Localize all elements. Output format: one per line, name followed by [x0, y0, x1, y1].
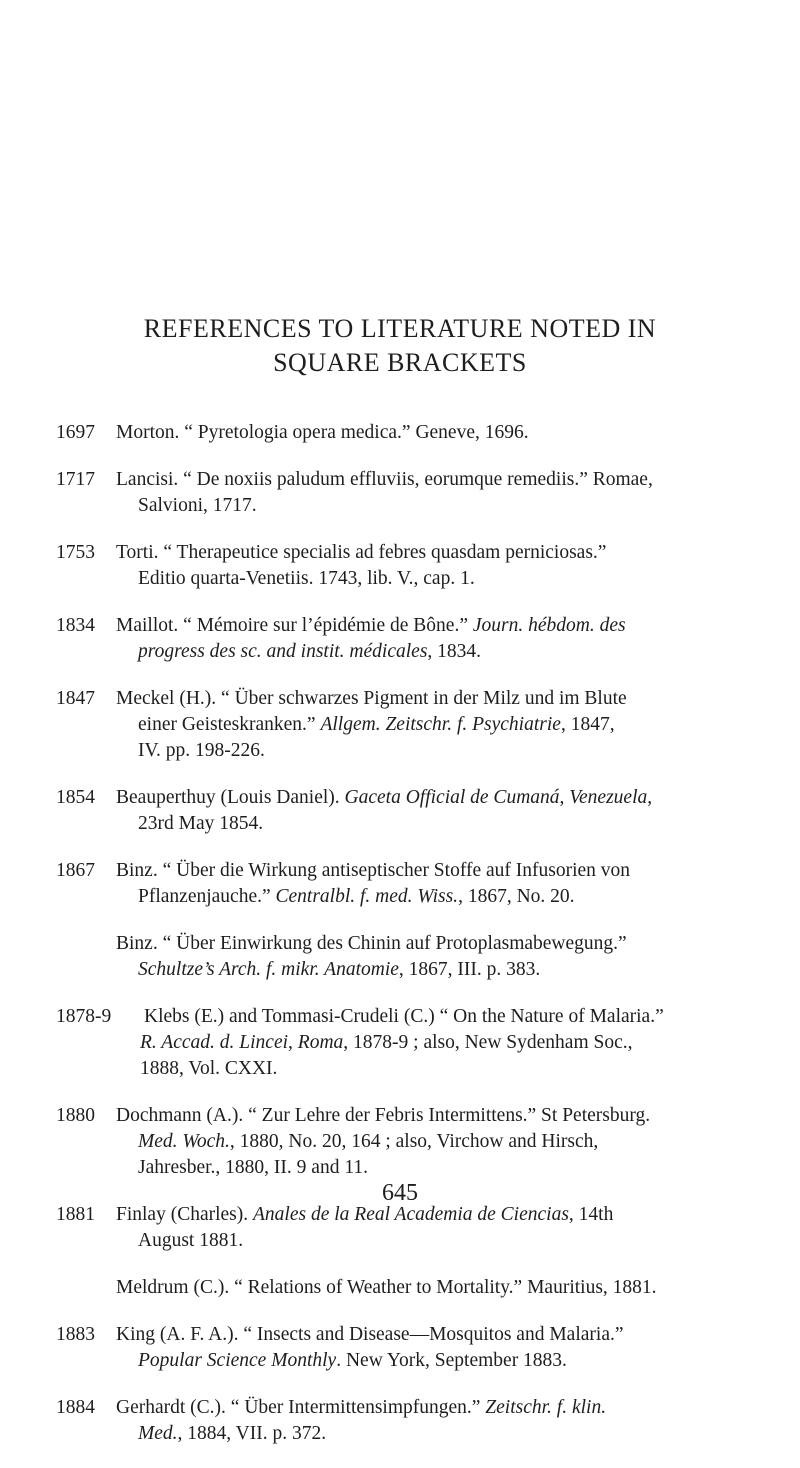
reference-segment: , — [288, 1032, 298, 1053]
reference-segment: Torti. “ Therapeutice specialis ad febres quasdam perniciosas.” — [116, 542, 607, 563]
reference-segment: Gerhardt (C.). “ Über Intermittensimpfungen.” — [116, 1397, 486, 1418]
reference-line — [116, 738, 756, 764]
reference-segment: . New York, September 1883. — [336, 1350, 567, 1371]
reference-line — [116, 785, 756, 811]
reference-line — [116, 1103, 756, 1129]
reference-line — [116, 566, 756, 592]
italic-citation: Centralbl. f. med. Wiss. — [275, 886, 459, 907]
page-title — [60, 312, 740, 380]
reference-year: 1883 — [56, 1324, 95, 1345]
italic-citation: Journ. hébdom. des — [472, 615, 626, 636]
reference-text — [116, 785, 756, 837]
reference-entry — [56, 420, 756, 446]
reference-line — [116, 1421, 756, 1447]
reference-line — [116, 613, 756, 639]
reference-year: 1881 — [56, 1204, 95, 1225]
reference-segment: , 1884, VII. p. 372. — [177, 1423, 327, 1444]
reference-segment: Editio quarta-Venetiis. 1743, lib. V., cap. 1. — [138, 568, 475, 589]
reference-text — [116, 1103, 756, 1181]
italic-citation: Zeitschr. f. klin. — [485, 1397, 607, 1418]
reference-line — [116, 884, 756, 910]
page-number: 645 — [382, 1180, 418, 1206]
title-line-2: SQUARE BRACKETS — [273, 348, 527, 377]
reference-segment: , 1867, No. 20. — [458, 886, 575, 907]
reference-line — [116, 467, 756, 493]
reference-entry — [56, 1004, 756, 1082]
reference-segment: Meldrum (C.). “ Relations of Weather to Mortality.” Mauritius, 1881. — [116, 1277, 657, 1298]
italic-citation: R. Accad. d. Lincei — [140, 1032, 289, 1053]
italic-citation: Schultze’s Arch. f. mikr. Anatomie — [138, 959, 399, 980]
italic-citation: progress des sc. and instit. médicales — [138, 641, 428, 662]
reference-segment: einer Geisteskranken.” — [138, 714, 321, 735]
reference-segment: Jahresber., 1880, II. 9 and 11. — [138, 1157, 368, 1178]
reference-text — [116, 540, 756, 592]
reference-entry — [56, 1395, 756, 1447]
reference-line — [116, 1348, 756, 1374]
reference-line — [116, 686, 756, 712]
reference-year: 1717 — [56, 469, 95, 490]
reference-segment: Morton. “ Pyretologia opera medica.” Geneve, 1696. — [116, 422, 529, 443]
reference-line — [116, 1228, 756, 1254]
reference-line — [116, 540, 756, 566]
reference-text — [116, 613, 756, 665]
reference-segment: Klebs (E.) and Tommasi-Crudeli (C.) “ On the Nature of Malaria.” — [144, 1006, 664, 1027]
reference-text — [116, 1395, 756, 1447]
reference-line — [116, 957, 756, 983]
reference-segment: Lancisi. “ De noxiis paludum effluviis, eorumque remediis.” Romae, — [116, 469, 653, 490]
reference-entry — [56, 467, 756, 519]
reference-segment: King (A. F. A.). “ Insects and Disease—Mosquitos and Malaria.” — [116, 1324, 624, 1345]
reference-segment: 1888, Vol. CXXI. — [140, 1058, 278, 1079]
reference-segment: Beauperthuy (Louis Daniel). — [116, 787, 345, 808]
reference-segment: Dochmann (A.). “ Zur Lehre der Febris Intermittens.” St Petersburg. — [116, 1105, 651, 1126]
reference-text — [116, 420, 756, 446]
reference-line — [116, 811, 756, 837]
reference-year: 1880 — [56, 1105, 95, 1126]
reference-year: 1878-9 — [56, 1006, 112, 1027]
reference-entry — [56, 1202, 756, 1254]
reference-segment: , 1878-9 ; also, New Sydenham Soc., — [343, 1032, 633, 1053]
italic-citation: Med. — [138, 1423, 178, 1444]
reference-text — [116, 686, 756, 764]
reference-line — [116, 639, 756, 665]
reference-entry — [56, 858, 756, 910]
reference-year: 1884 — [56, 1397, 95, 1418]
reference-line — [116, 1056, 756, 1082]
reference-line — [116, 858, 756, 884]
reference-line — [116, 931, 756, 957]
reference-segment: Pflanzenjauche.” — [138, 886, 276, 907]
reference-text — [116, 1322, 756, 1374]
reference-year: 1847 — [56, 688, 95, 709]
reference-segment: Meckel (H.). “ Über schwarzes Pigment in der Milz und im Blute — [116, 688, 627, 709]
reference-segment: Binz. “ Über die Wirkung antiseptischer Stoffe auf Infusorien von — [116, 860, 631, 881]
reference-entry — [56, 686, 756, 764]
reference-text — [140, 1004, 756, 1082]
reference-segment: , — [647, 787, 653, 808]
italic-citation: Med. Woch. — [138, 1131, 230, 1152]
reference-entry — [56, 1275, 756, 1301]
reference-segment: IV. pp. 198-226. — [138, 740, 265, 761]
reference-segment: , 14th — [568, 1204, 614, 1225]
reference-entry — [56, 613, 756, 665]
reference-line — [116, 420, 756, 446]
italic-citation: Popular Science Monthly — [138, 1350, 337, 1371]
reference-year: 1854 — [56, 787, 95, 808]
reference-line — [116, 1322, 756, 1348]
reference-segment: August 1881. — [138, 1230, 244, 1251]
reference-text — [116, 1275, 756, 1301]
italic-citation: Roma — [297, 1032, 344, 1053]
reference-text — [116, 931, 756, 983]
reference-segment: Salvioni, 1717. — [138, 495, 257, 516]
reference-segment: , 1847, — [560, 714, 615, 735]
references-list — [56, 420, 756, 1468]
reference-segment: , 1880, No. 20, 164 ; also, Virchow and Hirsch, — [229, 1131, 599, 1152]
reference-segment: , 1867, III. p. 383. — [398, 959, 541, 980]
reference-year: 1697 — [56, 422, 95, 443]
reference-entry — [56, 785, 756, 837]
reference-segment: Maillot. “ Mémoire sur l’épidémie de Bône.” — [116, 615, 473, 636]
italic-citation: Anales de la Real Academia de Ciencias — [253, 1204, 569, 1225]
reference-line — [116, 1275, 756, 1301]
reference-year: 1753 — [56, 542, 95, 563]
reference-entry — [56, 540, 756, 592]
reference-text — [116, 467, 756, 519]
reference-segment: 23rd May 1854. — [138, 813, 264, 834]
reference-line — [116, 1129, 756, 1155]
italic-citation: Venezuela — [569, 787, 648, 808]
italic-citation: Allgem. Zeitschr. f. Psychiatrie — [320, 714, 561, 735]
title-line-1: REFERENCES TO LITERATURE NOTED IN — [143, 314, 657, 343]
reference-line — [116, 712, 756, 738]
reference-entry — [56, 931, 756, 983]
reference-line — [116, 1395, 756, 1421]
reference-year: 1834 — [56, 615, 95, 636]
reference-text — [116, 858, 756, 910]
reference-text — [116, 1202, 756, 1254]
reference-segment: Binz. “ Über Einwirkung des Chinin auf Protoplasmabewegung.” — [116, 933, 627, 954]
reference-segment: Finlay (Charles). — [116, 1204, 254, 1225]
italic-citation: Gaceta Official de Cumaná — [344, 787, 560, 808]
reference-line — [116, 1155, 756, 1181]
reference-line — [116, 493, 756, 519]
reference-entry — [56, 1103, 756, 1181]
reference-entry — [56, 1322, 756, 1374]
reference-segment: , — [559, 787, 570, 808]
reference-line — [116, 1030, 756, 1056]
reference-year: 1867 — [56, 860, 95, 881]
reference-line — [144, 1004, 756, 1030]
reference-segment: , 1834. — [427, 641, 482, 662]
